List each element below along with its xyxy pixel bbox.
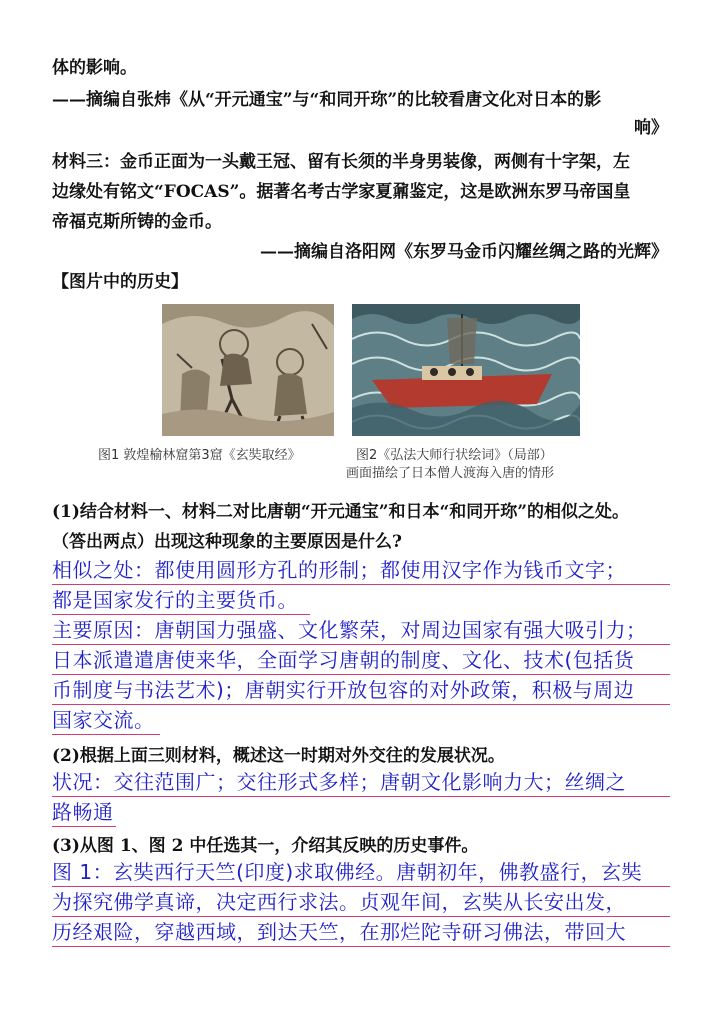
text-line: 体的影响。 <box>52 58 137 78</box>
answer-1-line: 国家交流。 <box>52 706 160 735</box>
figure-2-caption: 图2《弘法大师行状绘词》（局部） <box>356 448 553 463</box>
material-three-line: 边缘处有铭文“FOCAS”。据著名考古学家夏鼐鉴定，这是欧洲东罗马帝国皇 <box>52 182 631 202</box>
answer-1-line: 币制度与书法艺术)；唐朝实行开放包容的对外政策，积极与周边 <box>52 676 670 705</box>
answer-1-line: 主要原因：唐朝国力强盛、文化繁荣，对周边国家有强大吸引力； <box>52 616 670 645</box>
figure-2-image <box>352 304 580 436</box>
answer-2-line: 状况：交往范围广；交往形式多样；唐朝文化影响力大；丝绸之 <box>52 768 670 797</box>
section-heading: 【图片中的历史】 <box>52 272 188 292</box>
citation-line: ——摘编自张炜《从“开元通宝”与“和同开珎”的比较看唐文化对日本的影 <box>52 90 602 110</box>
figure-1-caption: 图1 敦煌榆林窟第3窟《玄奘取经》 <box>98 448 301 463</box>
answer-3-line: 历经艰险，穿越西域，到达天竺，在那烂陀寺研习佛法，带回大 <box>52 918 670 947</box>
answer-3-line: 为探究佛学真谛，决定西行求法。贞观年间，玄奘从长安出发， <box>52 888 670 917</box>
answer-3-line: 图 1：玄奘西行天竺(印度)求取佛经。唐朝初年，佛教盛行，玄奘 <box>52 858 670 887</box>
citation-line-end: 响》 <box>634 118 668 138</box>
figure-1-image <box>162 304 334 436</box>
question-2: (2)根据上面三则材料，概述这一时期对外交往的发展状况。 <box>52 746 505 766</box>
answer-1-line: 日本派遣遣唐使来华，全面学习唐朝的制度、文化、技术(包括货 <box>52 646 670 675</box>
question-3: (3)从图 1、图 2 中任选其一，介绍其反映的历史事件。 <box>52 836 479 856</box>
answer-1-line: 相似之处：都使用圆形方孔的形制；都使用汉字作为钱币文字； <box>52 556 670 585</box>
citation-line: ——摘编自洛阳网《东罗马金币闪耀丝绸之路的光辉》 <box>260 242 668 262</box>
mural-illustration <box>162 304 334 436</box>
ship-painting <box>352 304 580 436</box>
figure-2-caption-detail: 画面描绘了日本僧人渡海入唐的情形 <box>346 466 555 481</box>
question-1-line-1: (1)结合材料一、材料二对比唐朝“开元通宝”和日本“和同开珎”的相似之处。 <box>52 502 630 522</box>
answer-1-line: 都是国家发行的主要货币。 <box>52 586 310 615</box>
question-1-line-2: （答出两点）出现这种现象的主要原因是什么? <box>52 532 402 552</box>
material-three-line: 材料三：金币正面为一头戴王冠、留有长须的半身男装像，两侧有十字架，左 <box>52 152 630 172</box>
material-three-line: 帝福克斯所铸的金币。 <box>52 212 222 232</box>
answer-2-line: 路畅通 <box>52 798 116 827</box>
